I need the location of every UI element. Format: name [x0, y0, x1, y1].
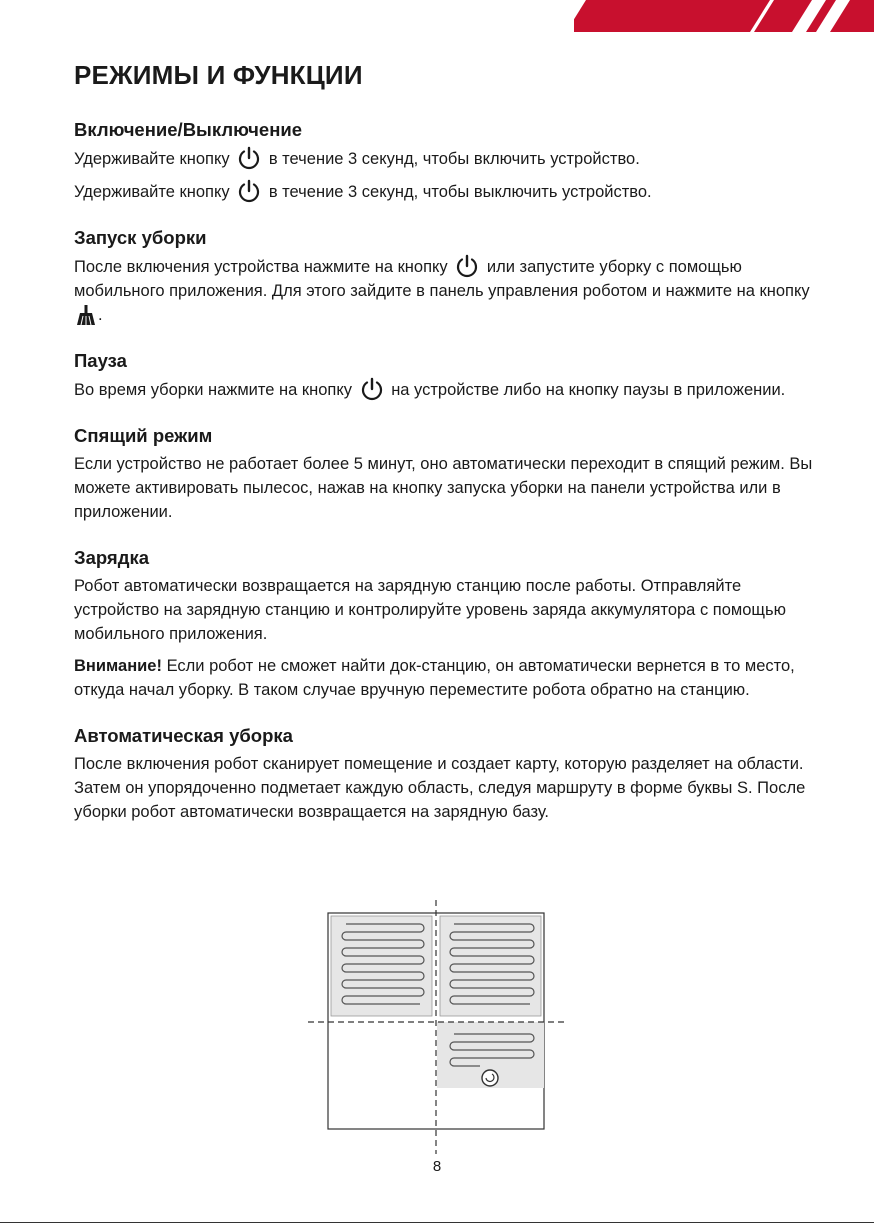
section-heading: Пауза [74, 350, 127, 371]
zone-top-left [331, 916, 432, 1016]
power-icon [359, 377, 385, 401]
warning-paragraph [74, 654, 814, 702]
warning-text: Если робот не сможет найти док-станцию, он автоматически вернется в то место, откуда начал уборку. В таком случае вручную переместите робота обратно на станцию. [74, 657, 795, 699]
paragraph: Если устройство не работает более 5 минут, оно автоматически переходит в спящий режим. Вы можете активировать пылесос, нажав на кнопку запуска уборки на панели устройства или в приложении. [74, 455, 813, 521]
page-title: РЕЖИМЫ И ФУНКЦИИ [74, 60, 363, 90]
text: в течение 3 секунд, чтобы выключить устройство. [268, 183, 652, 201]
page-number: 8 [432, 1158, 442, 1175]
section-pause [74, 349, 814, 402]
broom-icon [76, 304, 96, 326]
power-icon [236, 146, 262, 170]
page-content [74, 58, 814, 846]
section-heading: Включение/Выключение [74, 119, 303, 140]
zone-top-right [440, 916, 541, 1016]
paragraph: После включения робот сканирует помещение и создает карту, которую разделяет на области. Затем он упорядоченно подметает каждую область, следуя маршруту в форме буквы S. После уборки робот автоматически возвращается на зарядную базу. [74, 755, 806, 821]
robot-icon [482, 1070, 498, 1086]
text: Во время уборки нажмите на кнопку [74, 381, 352, 399]
text: на устройстве либо на кнопку паузы в приложении. [391, 381, 786, 399]
text: Удерживайте кнопку [74, 183, 230, 201]
header-stripes-decoration [574, 0, 874, 32]
section-charging [74, 546, 814, 702]
section-heading: Зарядка [74, 547, 150, 568]
paragraph [74, 179, 814, 204]
text: или запустите уборку с помощью мобильного приложения. Для этого зайдите в панель управления роботом и нажмите на кнопку [74, 258, 810, 300]
paragraph [74, 146, 814, 171]
section-start [74, 226, 814, 327]
power-icon [236, 179, 262, 203]
paragraph [74, 377, 814, 402]
power-icon [454, 254, 480, 278]
text: После включения устройства нажмите на кнопку [74, 258, 448, 276]
section-heading: Запуск уборки [74, 227, 207, 248]
section-power [74, 118, 814, 204]
text: в течение 3 секунд, чтобы включить устройство. [268, 150, 640, 168]
section-sleep [74, 424, 814, 524]
section-auto [74, 724, 814, 824]
text: . [98, 306, 103, 324]
paragraph [74, 254, 814, 327]
bottom-rule [0, 1222, 874, 1223]
section-heading: Спящий режим [74, 425, 213, 446]
cleaning-route-diagram [300, 898, 580, 1158]
text: Удерживайте кнопку [74, 150, 230, 168]
section-heading: Автоматическая уборка [74, 725, 293, 746]
warning-label: Внимание! [74, 657, 162, 675]
paragraph: Робот автоматически возвращается на зарядную станцию после работы. Отправляйте устройство на зарядную станцию и контролируйте уровень заряда аккумулятора с помощью мобильного приложения. [74, 577, 786, 643]
